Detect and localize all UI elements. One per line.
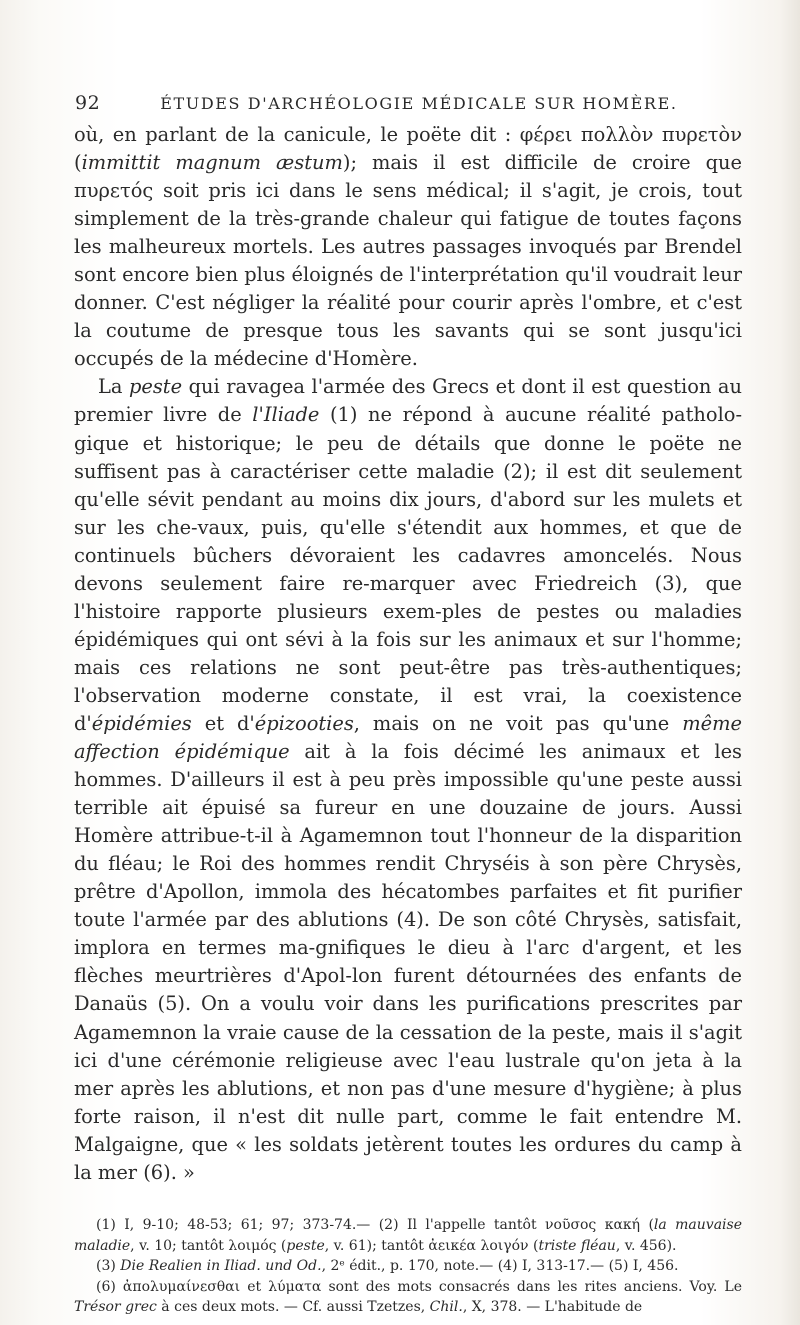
paragraph-1: où, en parlant de la canicule, le poëte dit : φέρει πολλὸν πυρετὸν (immittit magnum æstum); mais il est difficile de croire que πυρετός soit pris ici dans le sens médical; il s'agit, je crois, tout simplement de la très-grande chaleur qui fatigue de toutes façons les malheureux mortels. Les autres passages invoqués par Brendel sont encore bien plus éloignés de l'interprétation qu'il voudrait leur donner. C'est négliger la réalité pour courir après l'ombre, et c'est la coutume de presque tous les savants qui se sont jusqu'ici occupés de la médecine d'Homère. [74,123,742,371]
footnote-6: (6) ἀπολυμαίνεσθαι et λύματα sont des mots consacrés dans les rites anciens. Voy. Le Trésor grec à ces deux mots. — Cf. aussi Tzetzes, Chil., X, 378. — L'habitude de [74,1278,742,1316]
footnotes [74,1215,742,1318]
main-text [74,121,742,1187]
footnote-1: (1) I, 9-10; 48-53; 61; 97; 373-74.— (2) Il l'appelle tantôt νοῦσος κακή (la mauvaise maladie, v. 10; tantôt λοιμός (peste, v. 61); tantôt ἀεικέα λοιγόν (triste fléau, v. 456). [74,1217,742,1254]
running-title: ÉTUDES D'ARCHÉOLOGIE MÉDICALE SUR HOMÈRE. [160,94,678,113]
page-number: 92 [75,92,101,114]
running-header [75,92,735,114]
footnote-3: (3) Die Realien in Iliad. und Od., 2ᵉ édit., p. 170, note.— (4) I, 313-17.— (5) I, 456. [96,1258,679,1275]
paragraph-2: La peste qui ravagea l'armée des Grecs et dont il est question au premier livre de l'Iliade (1) ne répond à aucune réalité patholo-gique et historique; le peu de détails que donne le poëte ne suffisent pas à caractériser cette maladie (2); il est dit seulement qu'elle sévit pendant au moins dix jours, d'abord sur les mulets et sur les che-vaux, puis, qu'elle s'étendit aux hommes, et que de continuels bûchers dévoraient les cadavres amoncelés. Nous devons seulement faire re-marquer avec Friedreich (3), que l'histoire rapporte plusieurs exem-ples de pestes ou maladies épidémiques qui ont sévi à la fois sur les animaux et sur l'homme; mais ces relations ne sont peut-être pas très-authentiques; l'observation moderne constate, il est vrai, la coexistence d'épidémies et d'épizooties, mais on ne voit pas qu'une même affection épidémique ait à la fois décimé les animaux et les hommes. D'ailleurs il est à peu près impossible qu'une peste aussi terrible ait épuisé sa fureur en une douzaine de jours. Aussi Homère attribue-t-il à Agamemnon tout l'honneur de la disparition du fléau; le Roi des hommes rendit Chryséis à son père Chrysès, prêtre d'Apollon, immola des hécatombes parfaites et fit purifier toute l'armée par des ablutions (4). De son côté Chrysès, satisfait, implora en termes ma-gnifiques le dieu à l'arc d'argent, et les flèches meurtrières d'Apol-lon furent détournées des enfants de Danaüs (5). On a voulu voir dans les purifications prescrites par Agamemnon la vraie cause de la cessation de la peste, mais il s'agit ici d'une cérémonie religieuse avec l'eau lustrale qu'on jeta à la mer après les ablutions, et non pas d'une mesure d'hygiène; à plus forte raison, il n'est dit nulle part, comme le fait entendre M. Malgaigne, que « les soldats jetèrent toutes les ordures du camp à la mer (6). » [74,375,742,1184]
